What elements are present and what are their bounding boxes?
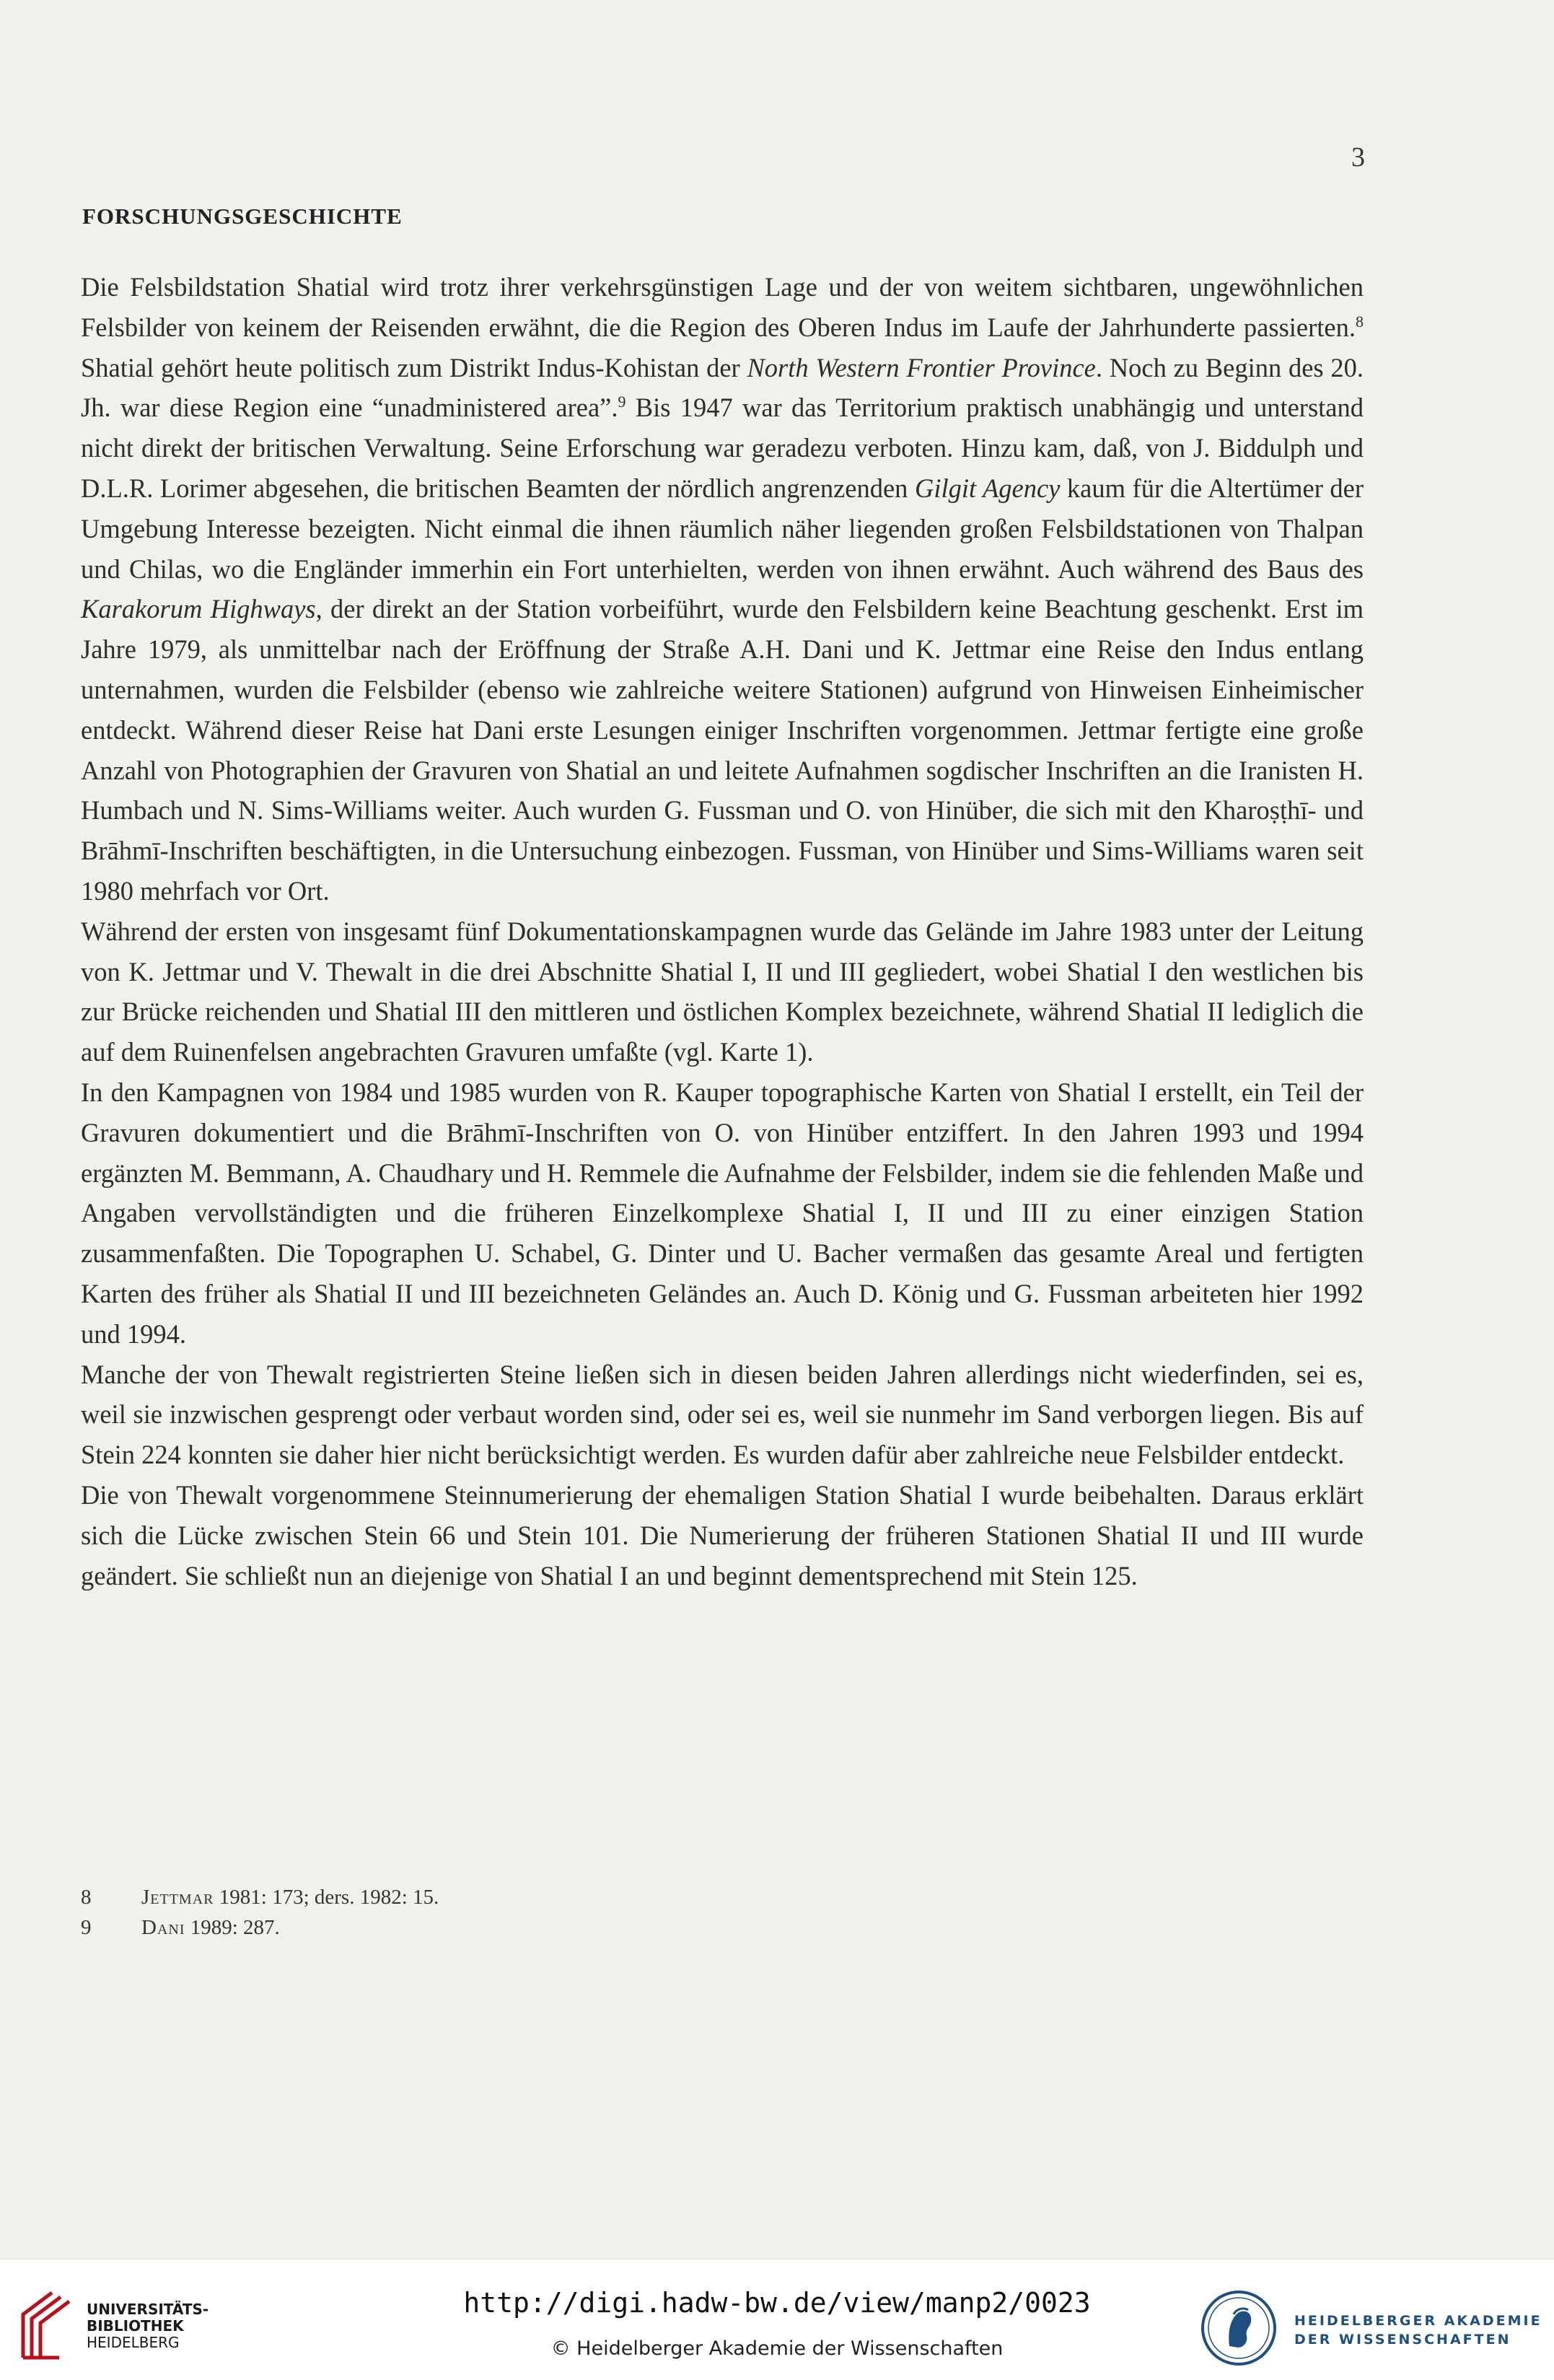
- text-run: Manche der von Thewalt registrierten Steine ließen sich in diesen beiden Jahren allerdings nicht wiederfinden, sei es, weil sie inzwischen gesprengt oder verbaut worden sind, oder sei es, weil sie nunmehr im Sand verborgen liegen. Bis auf Stein 224 konnten sie daher hier nicht berücksichtigt werden. Es wurden dafür aber zahlreiche neue Felsbilder entdeckt.: [81, 1359, 1364, 1470]
- footnote-text: [141, 1882, 439, 1912]
- italic-term: Karakorum Highways: [81, 594, 316, 624]
- ub-logo-line1: UNIVERSITÄTS-: [87, 2301, 209, 2318]
- text-run: Die Felsbildstation Shatial wird trotz ihrer verkehrsgünstigen Lage und der von weitem sichtbaren, ungewöhnlichen Felsbilder von keinem der Reisenden erwähnt, die die Region des Oberen Indus im Laufe der Jahrhunderte passierten.: [81, 272, 1364, 342]
- paragraph: [81, 1355, 1364, 1475]
- page-url-link[interactable]: http://digi.hadw-bw.de/view/manp2/0023: [463, 2287, 1091, 2319]
- copyright-notice: © Heidelberger Akademie der Wissenschaften: [550, 2337, 1004, 2360]
- text-run: Während der ersten von insgesamt fünf Dokumentationskampagnen wurde das Gelände im Jahre 1983 unter der Leitung von K. Jettmar und V. Thewalt in die drei Abschnitte Shatial I, II und III gegliedert, wobei Shatial I den westlichen bis zur Brücke reichenden und Shatial III den mittleren und östlichen Komplex bezeichnete, während Shatial II lediglich die auf dem Ruinenfelsen angebrachten Gravuren umfaßte (vgl. Karte 1).: [81, 916, 1364, 1067]
- hadw-logo-text: [1294, 2311, 1542, 2349]
- footnote-author: Jettmar: [141, 1886, 214, 1909]
- ub-logo-line3: HEIDELBERG: [87, 2334, 180, 2351]
- text-run: Shatial gehört heute politisch zum Distrikt Indus-Kohistan der: [81, 352, 747, 382]
- italic-term: North Western Frontier Province: [747, 352, 1096, 382]
- paragraph: [81, 267, 1364, 911]
- footnote-ref: 9: [618, 393, 626, 411]
- text-run: In den Kampagnen von 1984 und 1985 wurden von R. Kauper topographische Karten von Shatial I erstellt, ein Teil der Gravuren dokumentiert und die Brāhmī-Inschriften von O. von Hinüber entziffert. In den Jahren 1993 und 1994 ergänzten M. Bemmann, A. Chaudhary und H. Remmele die Aufnahme der Felsbilder, indem sie die fehlenden Maße und Angaben vervollständigten und die früheren Einzelkomplexe Shatial I, II und III zu einer einzigen Station zusammenfaßten. Die Topographen U. Schabel, G. Dinter und U. Bacher vermaßen das gesamte Areal und fertigten Karten des früher als Shatial II und III bezeichneten Geländes an. Auch D. König und G. Fussman arbeiteten hier 1992 und 1994.: [81, 1077, 1364, 1349]
- footnotes: [81, 1882, 1307, 1943]
- paragraph: [81, 1475, 1364, 1596]
- footnote-ref: 8: [1356, 312, 1364, 331]
- footnote-author: Dani: [141, 1916, 185, 1939]
- text-run: kaum für die Altertümer der Umgebung Interesse bezeigten. Nicht einmal die ihnen räumlich näher liegenden großen Felsbildstationen von Thalpan und Chilas, wo die Engländer immerhin ein Fort unterhielten, werden von ihnen erwähnt. Auch während des Baus des: [81, 473, 1364, 584]
- text-run: Bis 1947 war das Territorium praktisch unabhängig und unterstand nicht direkt der britischen Verwaltung. Seine Erforschung war geradezu verboten. Hinzu kam, daß, von J. Biddulph und D.L.R. Lorimer abgesehen, die britischen Beamten der nördlich angrenzenden: [81, 393, 1364, 503]
- footnote-number: 9: [81, 1916, 92, 1939]
- italic-term: Gilgit Agency: [914, 473, 1061, 503]
- footer-bar: [0, 2259, 1554, 2380]
- hadw-seal-icon[interactable]: [1200, 2290, 1277, 2366]
- text-run: . Noch zu Beginn des 20. Jh. war diese Region eine “unadministered area”.: [81, 352, 1364, 423]
- text-run: , der direkt an der Station vorbeiführt, wurde den Felsbildern keine Beachtung geschenkt. Erst im Jahre 1979, als unmittelbar nach der Eröffnung der Straße A.H. Dani und K. Jettmar eine Reise den Indus entlang unternahmen, wurden die Felsbilder (ebenso wie zahlreiche weitere Stationen) aufgrund von Hinweisen Einheimischer entdeckt. Während dieser Reise hat Dani erste Lesungen einiger Inschriften vorgenommen. Jettmar fertigte eine große Anzahl von Photographien der Gravuren von Shatial an und leitete Aufnahmen sogdischer Inschriften an die Iranisten H. Humbach und N. Sims-Williams weiter. Auch wurden G. Fussman und O. von Hinüber, die sich mit den Kharoṣṭhī- und Brāhmī-Inschriften beschäftigten, in die Untersuchung einbezogen. Fussman, von Hinüber und Sims-Williams waren seit 1980 mehrfach vor Ort.: [81, 594, 1364, 906]
- footnote-text: [141, 1912, 280, 1943]
- footnote: [81, 1912, 1307, 1943]
- ub-logo-line2: BIBLIOTHEK: [87, 2317, 184, 2335]
- page-number: 3: [1351, 142, 1365, 172]
- paragraph: [81, 1072, 1364, 1355]
- paragraph: [81, 911, 1364, 1072]
- footnote-citation: 1989: 287.: [185, 1916, 280, 1939]
- footnote: [81, 1882, 1307, 1912]
- text-run: Die von Thewalt vorgenommene Steinnumerierung der ehemaligen Station Shatial I wurde beibehalten. Daraus erklärt sich die Lücke zwischen Stein 66 und Stein 101. Die Numerierung der früheren Stationen Shatial II und III wurde geändert. Sie schließt nun an diejenige von Shatial I an und beginnt dementsprechend mit Stein 125.: [81, 1479, 1364, 1591]
- hadw-logo-line1: HEIDELBERGER AKADEMIE: [1294, 2313, 1542, 2329]
- hadw-logo-line2: DER WISSENSCHAFTEN: [1294, 2332, 1511, 2348]
- section-heading: FORSCHUNGSGESCHICHTE: [82, 204, 403, 229]
- body-text: [81, 267, 1364, 1596]
- footnote-number: 8: [81, 1886, 92, 1909]
- footnote-citation: 1981: 173; ders. 1982: 15.: [214, 1886, 439, 1909]
